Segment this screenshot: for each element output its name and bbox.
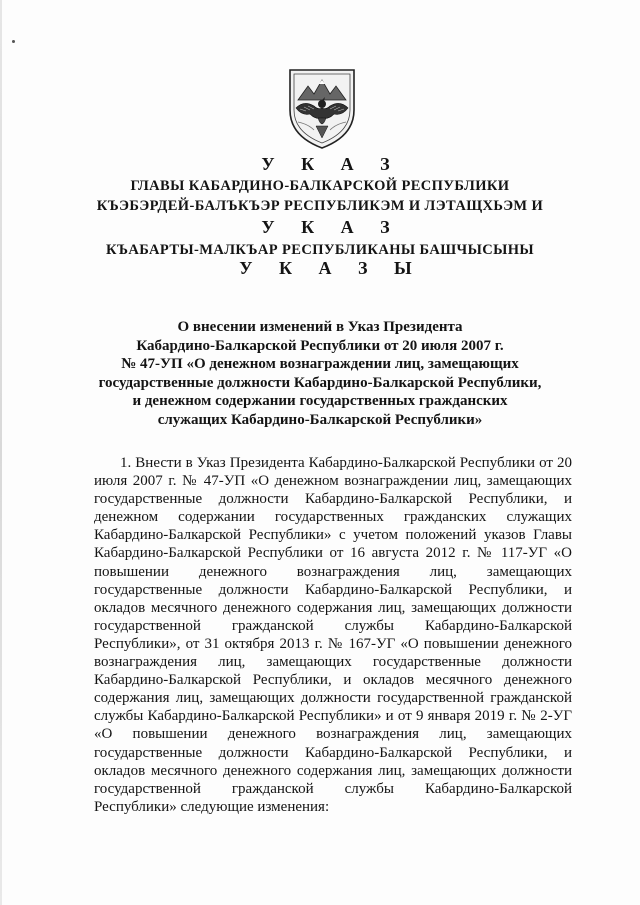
title-line: О внесении изменений в Указ Президента	[177, 319, 463, 335]
title-line: № 47-УП «О денежном вознаграждении лиц, замещающих	[121, 356, 519, 372]
ukaz-heading-2: У К А З	[261, 217, 401, 237]
title-line: Кабардино-Балкарской Республики от 20 июля 2007 г.	[136, 337, 504, 354]
title-line: служащих Кабардино-Балкарской Республики»	[157, 411, 483, 428]
header-line-kabardian: КЪЭБЭРДЕЙ-БАЛЪКЪЭР РЕСПУБЛИКЭМ И ЛЭТАЩХЬЭМ И	[96, 198, 544, 214]
coat-of-arms-icon	[284, 64, 360, 150]
scan-edge-shadow	[0, 0, 2, 905]
decree-title	[70, 318, 570, 429]
ukaz-heading-1: У К А З	[261, 154, 401, 174]
title-line: государственные должности Кабардино-Балкарской Республики,	[98, 374, 542, 391]
header-line-balkar: КЪАБАРТЫ-МАЛКЪАР РЕСПУБЛИКАНЫ БАШЧЫСЫНЫ	[105, 242, 535, 258]
title-line: и денежном содержании государственных гражданских	[132, 393, 508, 409]
header-line-russian: ГЛАВЫ КАБАРДИНО-БАЛКАРСКОЙ РЕСПУБЛИКИ	[130, 178, 510, 194]
ukaz-heading-3: У К А З Ы	[239, 258, 423, 278]
scan-speck	[12, 40, 15, 43]
decree-paragraph-1: 1. Внести в Указ Президента Кабардино-Балкарской Республики от 20 июля 2007 г. № 47-УП «О денежном вознаграждении лиц, замещающих государственные должности Кабардино-Балкарской Республики, и денежном содержании государственных гражданских служащих Кабардино-Балкарской Республики» с учетом положений указов Главы Кабардино-Балкарской Республики от 16 августа 2012 г. № 117-УГ «О повышении денежного вознаграждения лиц, замещающих государственные должности Кабардино-Балкарской Республики, и окладов месячного денежного содержания лиц, замещающих должности государственной гражданской службы Кабардино-Балкарской Республики», от 31 октября 2013 г. № 167-УГ «О повышении денежного вознаграждения лиц, замещающих государственные должности Кабардино-Балкарской Республики, и окладов месячного денежного содержания лиц, замещающих должности государственной гражданской службы Кабардино-Балкарской Республики» и от 9 января 2019 г. № 2-УГ «О повышении денежного вознаграждения лиц, замещающих государственные должности Кабардино-Балкарской Республики, и окладов месячного денежного содержания лиц, замещающих должности государственной гражданской службы Кабардино-Балкарской Республики» следующие изменения:	[94, 455, 572, 815]
